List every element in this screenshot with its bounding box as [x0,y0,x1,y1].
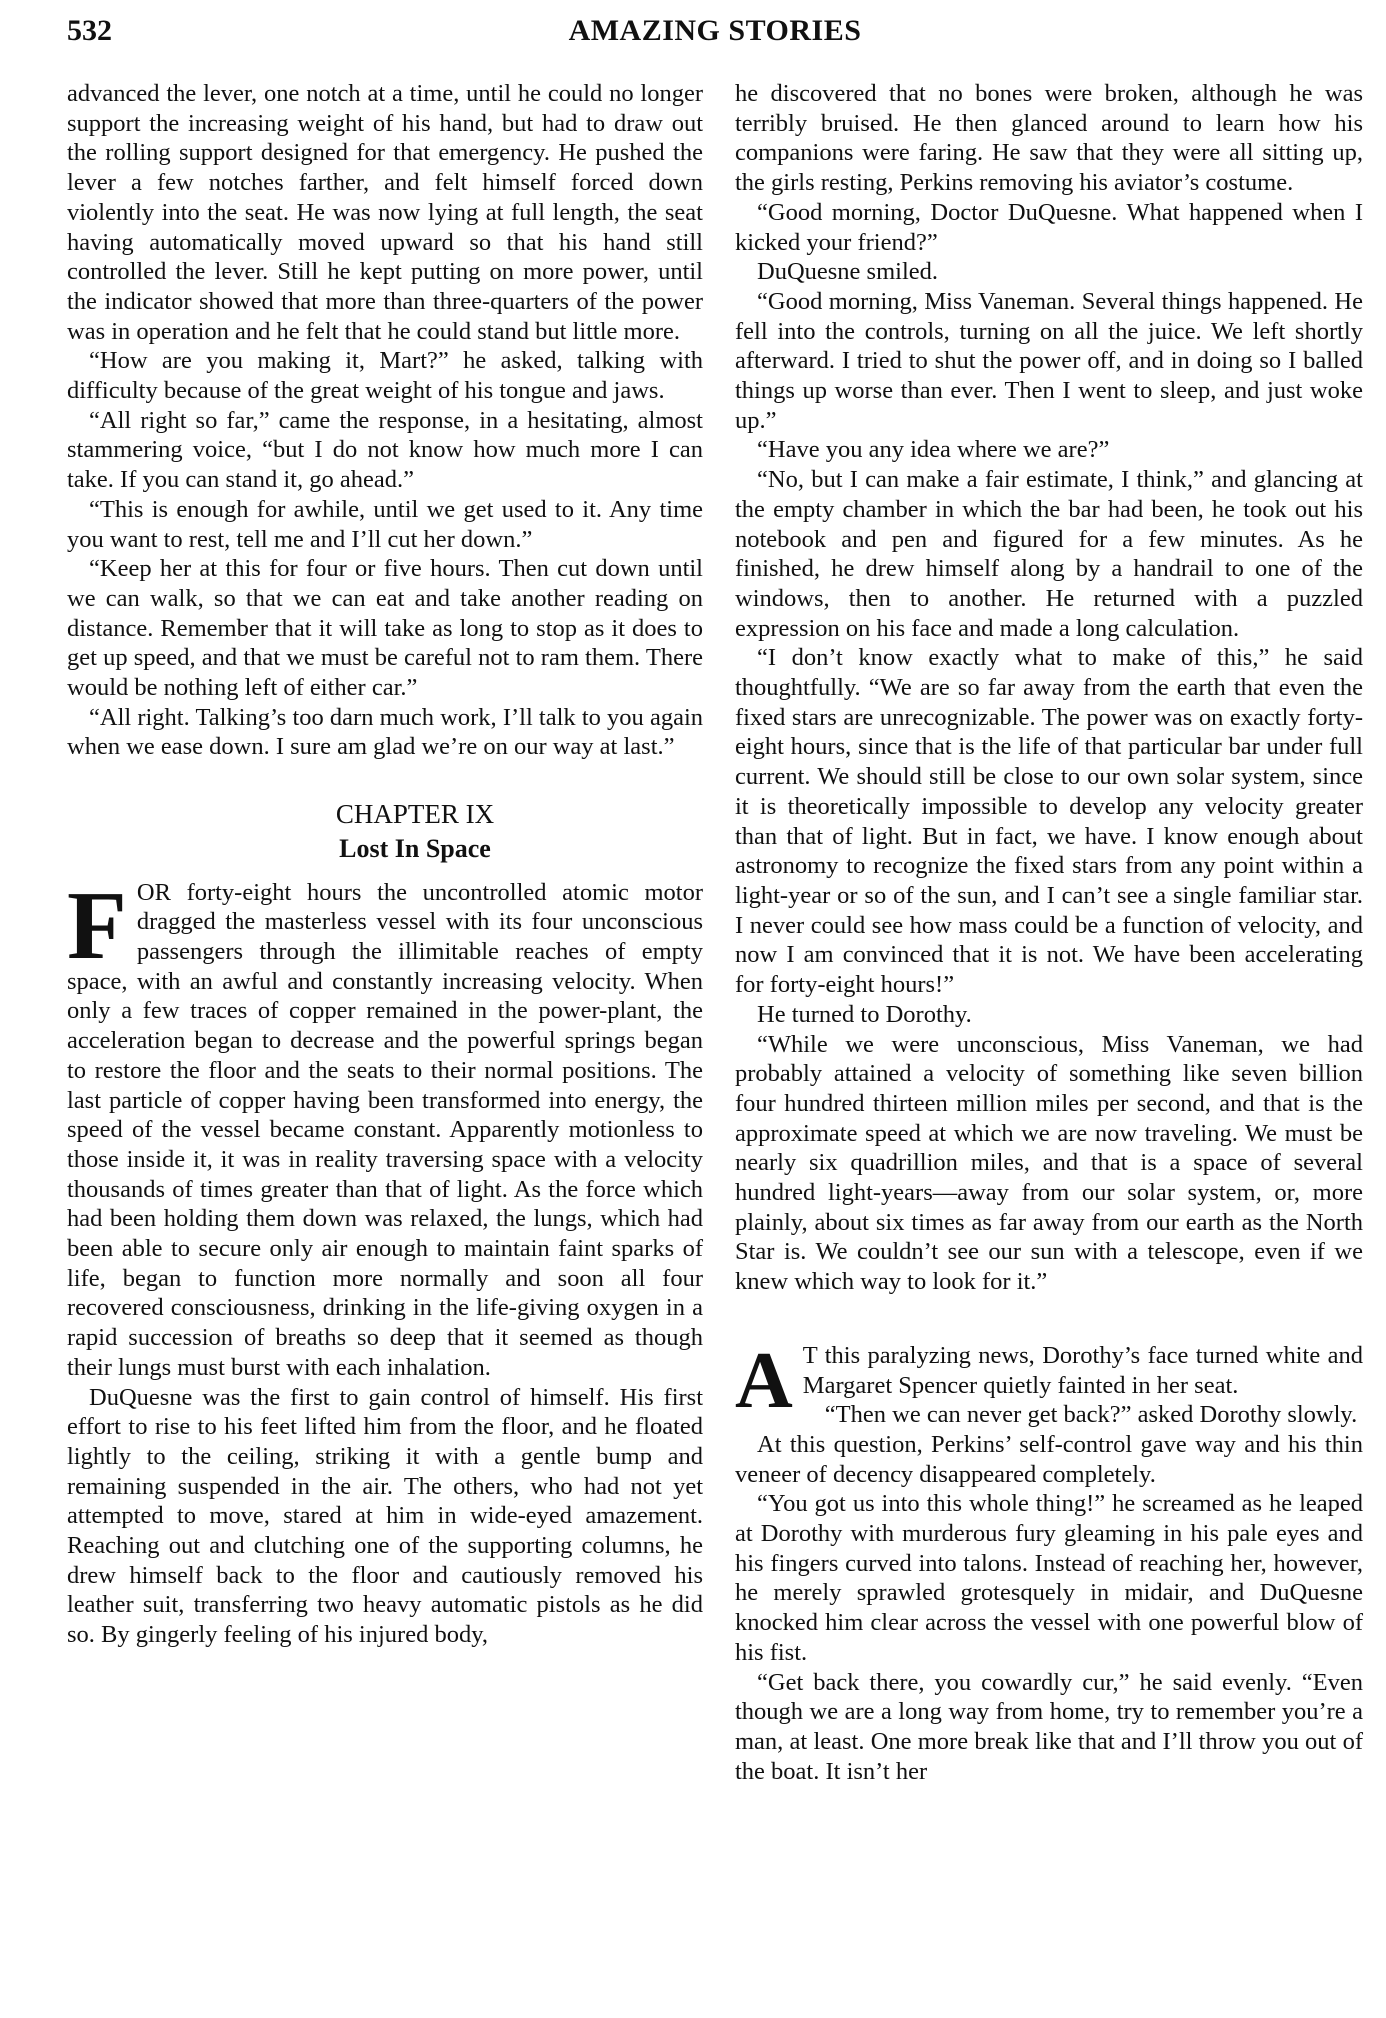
paragraph: “Get back there, you cowardly cur,” he said evenly. “Even though we are a long way from home, try to remember you’re a man, at least. One more break like that and I’ll throw you out of the boat. It isn’t her [735,1668,1363,1785]
chapter-title: Lost In Space [339,833,491,863]
paragraph: “How are you making it, Mart?” he asked, talking with difficulty because of the great weight of his tongue and jaws. [67,347,703,405]
paragraph: “No, but I can make a fair estimate, I think,” and glancing at the empty chamber in which the bar had been, he took out his notebook and pen and figured for a few minutes. As he finished, he drew himself along by a handrail to one of the windows, then to another. He returned with a puzzled expression on his face and made a long calculation. [735,466,1363,642]
left-column [67,79,703,1650]
paragraph: DuQuesne smiled. [757,258,938,286]
paragraph: “All right so far,” came the response, in a hesitating, almost stammering voice, “but I do not know how much more I can take. If you can stand it, go ahead.” [67,406,703,494]
running-head: AMAZING STORIES [568,14,862,47]
paragraph: “I don’t know exactly what to make of this,” he said thoughtfully. “We are so far away from the earth that even the fixed stars are unrecognizable. The power was on exactly forty-eight hours, since that is the life of that particular bar under full current. We should still be close to our own solar system, since it is theoretically impossible to develop any velocity greater than that of light. But in fact, we have. I know enough about astronomy to recognize the fixed stars from any point within a light-year or so of the sun, and I can’t see a single familiar star. I never could see how mass could be a function of velocity, and now I am convinced that it is not. We have been accelerating for forty-eight hours!” [735,644,1363,999]
paragraph: “Good morning, Doctor DuQuesne. What happened when I kicked your friend?” [735,198,1363,256]
paragraph: At this question, Perkins’ self-control gave way and his thin veneer of decency disappeared completely. [735,1430,1363,1488]
paragraph: “While we were unconscious, Miss Vaneman, we had probably attained a velocity of something like seven billion four hundred thirteen million miles per second, and that is the approximate speed at which we are now traveling. We must be nearly six quadrillion miles, and that is a space of several hundred light-years—away from our solar system, or, more plainly, about six times as far away from our earth as the North Star is. We couldn’t see our sun with a telescope, even if we knew which way to look for it.” [735,1030,1363,1296]
paragraph: “You got us into this whole thing!” he screamed as he leaped at Dorothy with murderous fury gleaming in his pale eyes and his fingers curved into talons. Instead of reaching her, however, he merely sprawled grotesquely in midair, and DuQuesne knocked him clear across the vessel with one powerful blow of his fist. [735,1490,1363,1666]
drop-cap-paragraph [67,871,703,1383]
paragraph: “Then we can never get back?” asked Dorothy slowly. [824,1401,1358,1429]
paragraph: “This is enough for awhile, until we get used to it. Any time you want to rest, tell me and I’ll cut her down.” [67,495,703,553]
paragraph: advanced the lever, one notch at a time, until he could no longer support the increasing weight of his hand, but had to draw out the rolling support designed for that emergency. He pushed the lever a few notches farther, and felt himself forced down violently into the seat. He was now lying at full length, the seat having automatically moved upward so that his hand still controlled the lever. Still he kept putting on more power, until the indicator showed that more than three-quarters of the power was in operation and he felt that he could stand but little more. [67,80,703,345]
right-column [735,79,1363,1786]
paragraph-text: OR forty-eight hours the uncontrolled atomic motor dragged the masterless vessel with its four unconscious passengers through the illimitable reaches of empty space, with an awful and constantly increasing velocity. When only a few traces of copper remained in the power-plant, the acceleration began to decrease and the powerful springs began to restore the floor and the seats to their normal positions. The last particle of copper having been transformed into energy, the speed of the vessel became constant. Apparently motionless to those inside it, it was in reality traversing space with a velocity thousands of times greater than that of light. As the force which had been holding them down was relaxed, the lungs, which had been able to secure only air enough to maintain faint sparks of life, began to function more normally and soon all four recovered consciousness, drinking in the life-giving oxygen in a rapid succession of breaths so deep that it seemed as though their lungs must burst with each inhalation. [67,878,703,1381]
paragraph: DuQuesne was the first to gain control of himself. His first effort to rise to his feet lifted him from the floor, and he floated lightly to the ceiling, striking it with a gentle bump and remaining suspended in the air. The others, who had not yet attempted to move, stared at him in wide-eyed amazement. Reaching out and clutching one of the supporting columns, he drew himself back to the floor and cautiously removed his leather suit, transferring two heavy automatic pistols as he did so. By gingerly feeling of his injured body, [67,1383,703,1649]
drop-cap: F [67,871,127,980]
section-break [735,1297,1363,1341]
page-number: 532 [67,14,112,47]
chapter-number: CHAPTER IX [335,799,495,830]
paragraph: he discovered that no bones were broken, although he was terribly bruised. He then glanced around to learn how his companions were faring. He saw that they were all sitting up, the girls resting, Perkins removing his aviator’s costume. [735,80,1363,197]
paragraph: “Good morning, Miss Vaneman. Several things happened. He fell into the controls, turning on all the juice. We left shortly afterward. I tried to shut the power off, and in doing so I balled things up worse than ever. Then I went to sleep, and just woke up.” [735,287,1363,434]
drop-cap: A [735,1336,793,1425]
paragraph: He turned to Dorothy. [757,1000,972,1028]
paragraph: “Have you any idea where we are?” [757,436,1110,464]
page-header [67,14,1363,54]
paragraph-text: T this paralyzing news, Dorothy’s face turned white and Margaret Spencer quietly fainted in her seat. [802,1341,1363,1399]
paragraph: “Keep her at this for four or five hours. Then cut down until we can walk, so that we can eat and take another reading on distance. Remember that it will take as long to stop as it does to get up speed, and that we must be careful not to ram them. There would be nothing left of either car.” [67,555,703,702]
paragraph: “All right. Talking’s too darn much work, I’ll talk to you again when we ease down. I sure am glad we’re on our way at last.” [67,703,703,761]
